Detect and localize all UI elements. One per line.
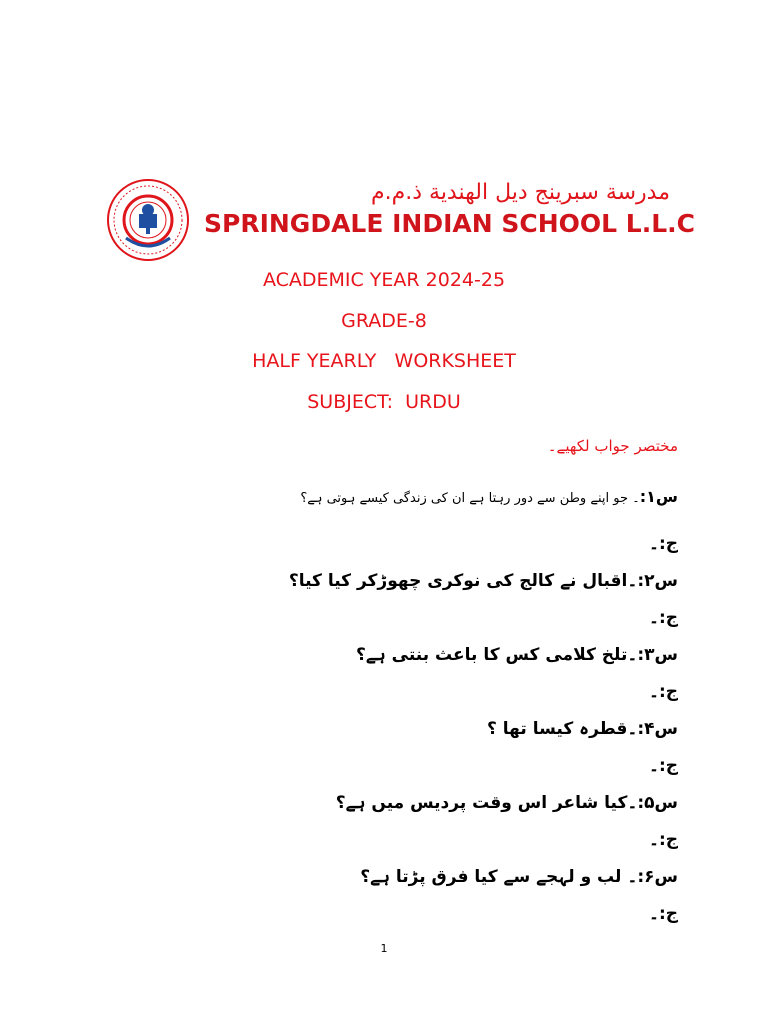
worksheet-title: HALF YEARLY WORKSHEET — [252, 350, 516, 372]
subject-label: SUBJECT: URDU — [307, 391, 461, 413]
answer-1: ج:۔ — [648, 534, 678, 554]
question-1 — [300, 486, 678, 510]
question-5 — [336, 790, 678, 816]
instruction-text: مختصر جواب لکھیے۔ — [547, 437, 678, 455]
question-4 — [487, 716, 678, 742]
answer-2: ج:۔ — [648, 608, 678, 628]
question-6 — [360, 864, 678, 890]
logo-arabic-name: مدرسة سبرينج ديل الهندية ذ.م.م — [371, 180, 670, 205]
question-text: ۔تلخ کلامی کس کا باعث بنتی ہے؟ — [355, 645, 638, 665]
answer-5: ج:۔ — [648, 830, 678, 850]
grade-label: GRADE-8 — [341, 310, 427, 332]
answer-6: ج:۔ — [648, 904, 678, 924]
question-text: ۔کیا شاعر اس وقت پردیس میں ہے؟ — [335, 793, 638, 813]
question-2 — [289, 568, 678, 594]
question-number: س۲: — [637, 571, 678, 591]
answer-4: ج:۔ — [648, 756, 678, 776]
question-number: س۱: — [639, 487, 678, 506]
academic-year: ACADEMIC YEAR 2024-25 — [262, 269, 506, 291]
question-text: ۔اقبال نے کالج کی نوکری چھوڑکر کیا کیا؟ — [288, 571, 638, 591]
question-number: س۵: — [637, 793, 678, 813]
question-text: ۔ لب و لہجے سے کیا فرق پڑتا ہے؟ — [360, 867, 638, 887]
question-number: س۴: — [637, 719, 678, 739]
question-number: س۶: — [637, 867, 678, 887]
question-3 — [356, 642, 678, 668]
school-seal-logo — [106, 178, 190, 262]
question-text: ۔ جو اپنے وطن سے دور رہتا ہے ان کی زندگی کیسے ہوتی ہے؟ — [300, 491, 640, 506]
question-text: ۔قطرہ کیسا تھا ؟ — [487, 719, 638, 739]
logo-english-name: SPRINGDALE INDIAN SCHOOL L.L.C — [204, 209, 696, 238]
page-number: 1 — [380, 942, 388, 955]
question-number: س۳: — [637, 645, 678, 665]
answer-3: ج:۔ — [648, 682, 678, 702]
